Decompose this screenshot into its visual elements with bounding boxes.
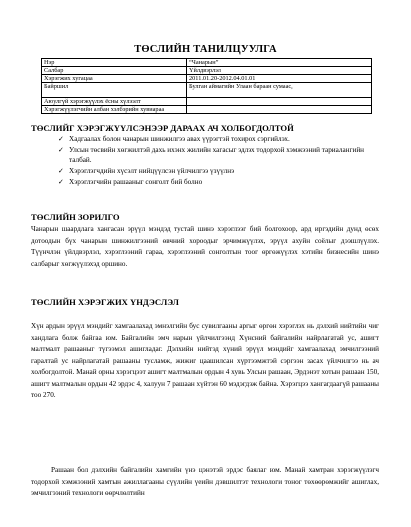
goal-paragraph: Чанарын шаардлага хангасан эрүүл мэндэд тустай шинэ хэрэглээг бий болгохоор, ард иргэдийн дунд өсөх дотоодын бүх чанарын шинжилгээний өвчний хороодыг эрчимжүүлэх, эрүүл ахуйн соёлыг дээшлүүлэх. Түүнчлэн үйлдвэрлэл, хэрэглээний гараа, хэрэглээний сонголтын тоог өргөжүүлэх хэтийн бизнесийн шинэ салбарыг хөгжүүлэхэд оршино.: [31, 225, 379, 268]
list-item: [58, 146, 378, 165]
list-item: [58, 167, 378, 177]
table-row: [42, 75, 372, 83]
checkmark-icon: ✓: [58, 146, 64, 154]
info-value: “Чанарын”: [187, 59, 372, 67]
info-value: [187, 83, 372, 98]
section-heading-significance: ТӨСЛИЙГ ХЭРЭГЖҮҮЛСЭНЭЭР ДАРААХ АЧ ХОЛБОГДОЛТОЙ: [31, 123, 294, 133]
list-item: [58, 178, 378, 188]
info-label: Нэр: [42, 59, 187, 67]
checkmark-icon: ✓: [58, 135, 64, 143]
info-value: [187, 98, 372, 106]
list-item-text: Хэрэглэгчдийн хүсэлт нийцүүлсэн үйлчилгээ үзүүлнэ: [69, 166, 235, 175]
info-label: Хэрэгжүүлэгчийн албан хэлбэрийн хувиараа: [42, 106, 187, 114]
info-value: [187, 106, 372, 114]
checkmark-icon: ✓: [58, 177, 64, 186]
table-row: [42, 67, 372, 75]
info-label: Хэрэгжих хугацаа: [42, 75, 187, 83]
section-heading-goal: ТӨСЛИЙН ЗОРИЛГО: [31, 212, 120, 222]
list-item-text: Хэрэглэгчийн рашааныг сонголт бий болно: [69, 177, 203, 186]
table-row: [42, 59, 372, 67]
info-label: Салбар: [42, 67, 187, 75]
info-value: 2011.01.20-2012.04.01.01: [187, 75, 372, 83]
list-item: [58, 135, 378, 145]
project-info-table: [41, 58, 372, 114]
checkmark-icon: ✓: [58, 166, 64, 175]
table-row: [42, 106, 372, 114]
table-row: [42, 83, 372, 98]
significance-list: [58, 135, 378, 189]
info-value-line: Булган аймагийн Улаан бараан сумаас,: [189, 83, 293, 90]
info-label: Аюулгүй хэрэгжүүлэх ёсны хүлээлт: [42, 98, 187, 106]
list-item-text: Улсын төсвийн хөгжилтэй дахь ихэнх жилийн хагасыг эдлэх тодорхой хэмжээний тариалангийн талбай.: [69, 146, 365, 164]
section-heading-rationale: ТӨСЛИЙН ХЭРЭГЖИХ ҮНДЭСЛЭЛ: [31, 297, 179, 307]
table-row: [42, 98, 372, 106]
info-label: Байршил: [42, 83, 187, 98]
list-item-text: Хадгаалах болон чанарын шинжилгээ авах үүрэгтэй тохирох сэргийлэх.: [69, 135, 290, 143]
info-value: Үйлдвэрлэл: [187, 67, 372, 75]
rationale-paragraph: Хүн ардын эрүүл мэндийг хамгаалахад эмнэлгийн бус сувилгааны аргыг өргөн хэрэглэх нь дэлхий нийтийн чиг хандлага болж байгаа юм. Байгалийн эмч нарын үйлчилгээнд Хүнсний байгалийн найрлагатай ус, ашигт малтмалт рашааныг түгээмэл ашигладаг. Дэлхийн нийтэд хүний эрүүл мэндийг хамгаалахад эмчилгээний гаралтай ус найрлагатай рашааны тусламж, жижиг цаашилсан хүртээмжтэй сэргээн засах үйлчилгээ нь ач холбогдолтой. Манай орны хэрэгцээт ашигт малтмалын ордын 4 хувь Улсын рашаан, Эрдэнэт хотын рашаан 150, ашигт малтмалын ордын 42 эрдэс 4, халуун 7 рашаан хүйтэн 60 мэдэгдэж байна. Хэрэгцээ хангагдаагүй рашааны тоо 270.: [31, 322, 379, 399]
rationale-paragraph: Рашаан бол дэлхийн байгалийн хамгийн үнэ цэнэтэй эрдэс баялаг юм. Манай хамтран хэрэгжүүлэгч тодорхой хэмжээний хамтын ажиллагааны сүүлийн үеийн дэвшилтэт технологи тоног төхөөрөмжийг ашиглах, эмчилгээний технологи өөрчлөлтийн: [31, 466, 379, 497]
document-title: ТӨСЛИЙН ТАНИЛЦУУЛГА: [134, 44, 277, 55]
